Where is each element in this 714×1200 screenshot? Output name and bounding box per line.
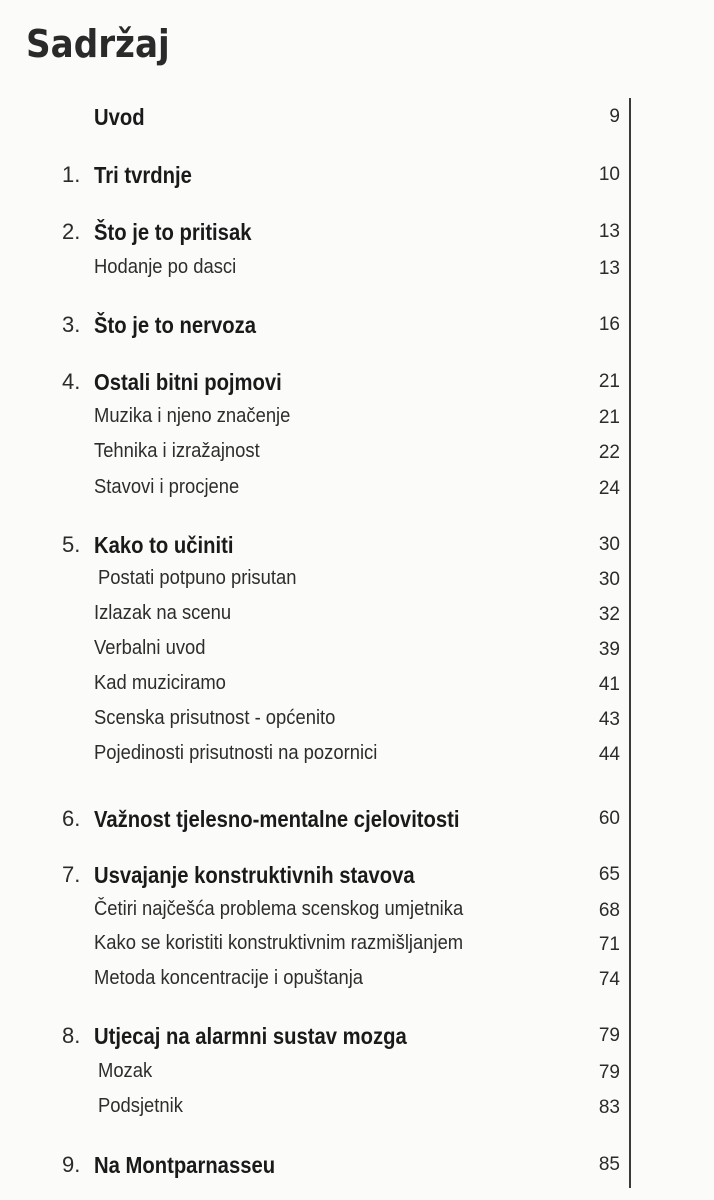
toc-entry-sub: [0, 440, 714, 470]
toc-entry-main: [0, 312, 714, 342]
entry-page-number: 10: [598, 164, 620, 185]
toc-entry-sub: [0, 898, 714, 928]
toc-entry-sub: [0, 707, 714, 737]
entry-number: 5.: [62, 532, 81, 557]
toc-entry-main: [0, 806, 714, 836]
entry-title: Utjecaj na alarmni sustav mozga: [94, 1023, 407, 1049]
toc-entry-sub: [0, 742, 714, 772]
entry-page-number: 32: [598, 604, 620, 625]
entry-title: Usvajanje konstruktivnih stavova: [94, 862, 415, 888]
entry-page-number: 68: [598, 900, 620, 921]
entry-title: Scenska prisutnost - općenito: [94, 707, 336, 729]
entry-page-number: 16: [598, 314, 620, 335]
entry-title: Verbalni uvod: [94, 637, 206, 659]
toc-entry-main: [0, 219, 714, 249]
entry-number: 1.: [62, 162, 81, 187]
page-title: Sadržaj: [26, 22, 170, 66]
toc-entry-sub: [0, 602, 714, 632]
entry-page-number: 44: [598, 744, 620, 765]
toc-entry-sub: [0, 476, 714, 506]
entry-page-number: 21: [598, 371, 620, 392]
entry-title: Pojedinosti prisutnosti na pozornici: [94, 742, 378, 764]
entry-title: Četiri najčešća problema scenskog umjetnika: [94, 898, 464, 920]
toc-entry-main: [0, 532, 714, 562]
entry-title: Stavovi i procjene: [94, 476, 240, 498]
entry-title: Kad muziciramo: [94, 672, 226, 694]
entry-page-number: 83: [598, 1097, 620, 1118]
entry-title: Postati potpuno prisutan: [98, 567, 297, 589]
entry-number: 6.: [62, 806, 81, 831]
entry-title: Na Montparnasseu: [94, 1152, 276, 1178]
toc-entry-sub: [0, 567, 714, 597]
toc-entry-sub: [0, 256, 714, 286]
toc-entry-sub: [0, 1095, 714, 1125]
entry-page-number: 22: [598, 442, 620, 463]
entry-page-number: 30: [598, 569, 620, 590]
toc-entry-main: [0, 162, 714, 192]
entry-page-number: 41: [598, 674, 620, 695]
entry-title: Što je to pritisak: [94, 219, 252, 245]
entry-title: Muzika i njeno značenje: [94, 405, 291, 427]
entry-number: 9.: [62, 1152, 81, 1177]
toc-entry-main: [0, 104, 714, 134]
entry-title: Tehnika i izražajnost: [94, 440, 260, 462]
entry-title: Podsjetnik: [98, 1095, 183, 1117]
entry-page-number: 43: [598, 709, 620, 730]
toc-entry-sub: [0, 932, 714, 962]
entry-page-number: 39: [598, 639, 620, 660]
toc-entry-main: [0, 1152, 714, 1182]
toc-entry-sub: [0, 405, 714, 435]
entry-page-number: 65: [598, 864, 620, 885]
entry-page-number: 13: [598, 221, 620, 242]
entry-number: 8.: [62, 1023, 81, 1048]
entry-page-number: 9: [609, 106, 620, 127]
toc-entry-sub: [0, 672, 714, 702]
entry-page-number: 85: [598, 1154, 620, 1175]
entry-page-number: 79: [598, 1062, 620, 1083]
entry-number: 2.: [62, 219, 81, 244]
entry-page-number: 60: [598, 808, 620, 829]
entry-page-number: 30: [598, 534, 620, 555]
entry-title: Ostali bitni pojmovi: [94, 369, 282, 395]
entry-title: Važnost tjelesno-mentalne cjelovitosti: [94, 806, 460, 832]
entry-page-number: 74: [598, 969, 620, 990]
entry-title: Što je to nervoza: [94, 312, 256, 338]
entry-title: Hodanje po dasci: [94, 256, 237, 278]
entry-page-number: 13: [598, 258, 620, 279]
entry-page-number: 79: [598, 1025, 620, 1046]
toc-entry-main: [0, 1023, 714, 1053]
entry-title: Kako to učiniti: [94, 532, 234, 558]
toc-entry-sub: [0, 967, 714, 997]
toc-entry-main: [0, 369, 714, 399]
entry-number: 4.: [62, 369, 81, 394]
entry-page-number: 21: [598, 407, 620, 428]
entry-title: Mozak: [98, 1060, 153, 1082]
entry-page-number: 24: [598, 478, 620, 499]
entry-title: Kako se koristiti konstruktivnim razmišljanjem: [94, 932, 464, 954]
entry-number: 3.: [62, 312, 81, 337]
toc-entry-sub: [0, 637, 714, 667]
entry-title: Metoda koncentracije i opuštanja: [94, 967, 364, 989]
toc-entry-sub: [0, 1060, 714, 1090]
entry-title: Izlazak na scenu: [94, 602, 232, 624]
toc-entry-main: [0, 862, 714, 892]
entry-title: Uvod: [94, 104, 145, 130]
entry-page-number: 71: [598, 934, 620, 955]
entry-number: 7.: [62, 862, 81, 887]
entry-title: Tri tvrdnje: [94, 162, 192, 188]
